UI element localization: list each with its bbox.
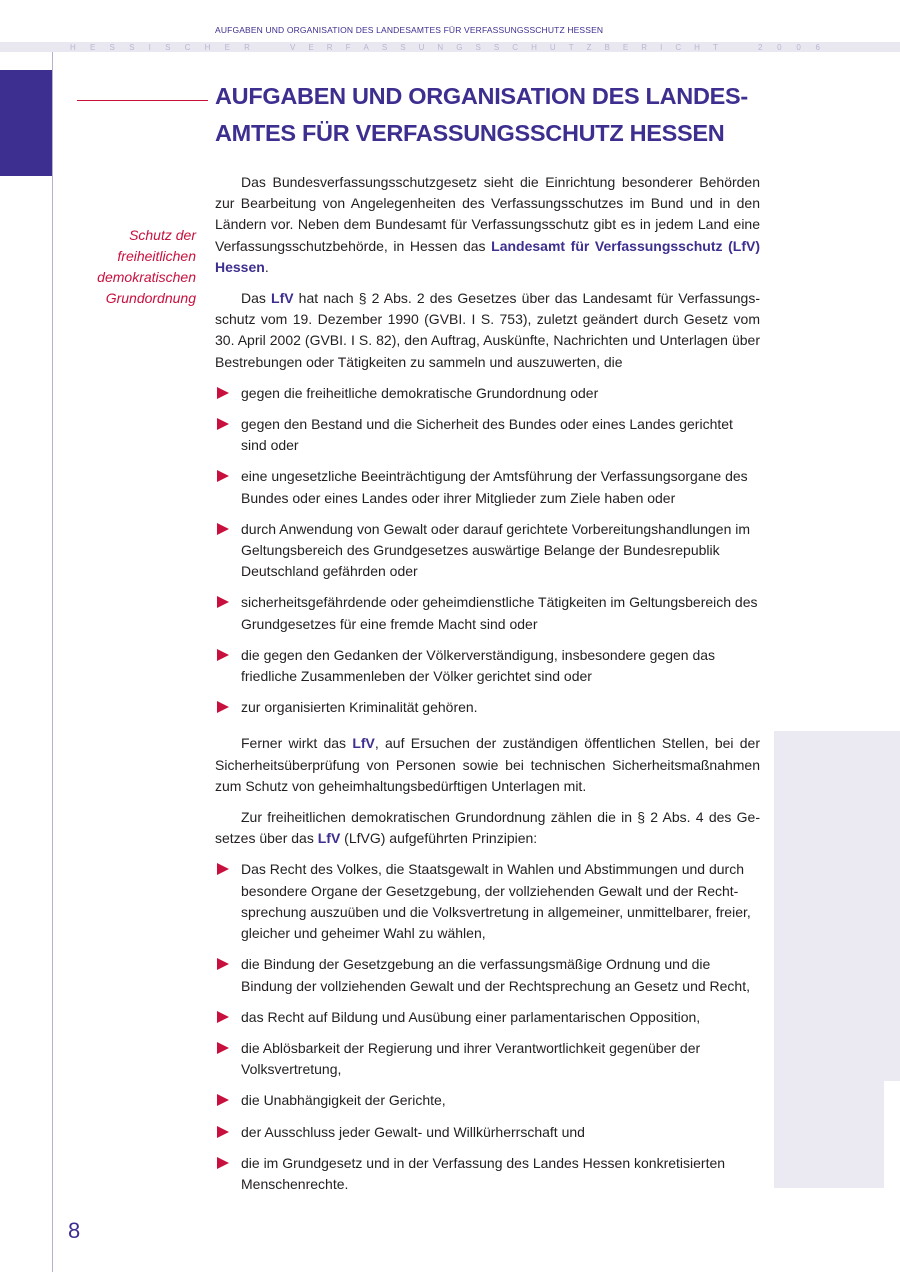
list-item-text: durch Anwendung von Gewalt oder darauf gerichtete Vorbereitungshandlungen im Geltungsbereich des Grundgesetzes auswärtige Belange der Bundesrepublik Deutschland gefährden oder (241, 520, 751, 580)
band-word-state: H E S S I S C H E R (70, 42, 250, 52)
list-item (215, 519, 760, 583)
triangle-bullet-icon (217, 387, 229, 399)
list-item-text: eine ungesetzliche Beeinträchtigung der Amtsführung der Verfassungsorgane des Bundes oder eines Landes oder ihrer Mitglieder zum Ziele haben oder (241, 468, 748, 506)
triangle-bullet-icon (217, 649, 229, 661)
list-item (215, 1153, 760, 1195)
list-item (215, 466, 760, 508)
mandate-list (215, 383, 760, 719)
list-item-text: die Bindung der Gesetzgebung an die verfassungsmäßige Ordnung und die Bindung der vollziehenden Gewalt und der Rechtsprechung an Gesetz und Recht, (241, 956, 750, 994)
lfv-abbrev: LfV (271, 290, 294, 307)
margin-note-line: Grundordnung (105, 290, 196, 306)
list-item-text: zur organisierten Kriminalität gehören. (241, 699, 478, 716)
triangle-bullet-icon (217, 701, 229, 713)
body-text (215, 172, 760, 1210)
page-title (215, 78, 775, 152)
margin-note-line: Schutz der (129, 227, 196, 243)
list-item (215, 1122, 760, 1143)
triangle-bullet-icon (217, 1011, 229, 1023)
band-word-year: 2 0 0 6 (758, 42, 820, 52)
list-item-text: die im Grundgesetz und in der Verfassung des Landes Hessen konkretisierten Menschenrechte. (241, 1154, 726, 1192)
list-item-text: das Recht auf Bildung und Ausübung einer parlamentarischen Opposition, (241, 1008, 701, 1025)
list-item-text: der Ausschluss jeder Gewalt- und Willkürherrschaft und (241, 1123, 585, 1140)
list-item (215, 954, 760, 996)
triangle-bullet-icon (217, 863, 229, 875)
paragraph-intro: Das Bundesverfassungsschutzgesetz sieht die Einrichtung besonderer Behörden zur Bearbeitung von Angelegenheiten des Verfassungsschutzes im Bund und in den Ländern vor. Neben dem Bundesamt für Verfassungsschutz gibt es in jedem Land eine Verfassungsschutzbehörde, in Hessen das Landesamt für Verfassungsschutz (LfV) Hessen. (215, 174, 761, 275)
title-rule (77, 100, 208, 101)
list-item (215, 859, 760, 944)
margin-note-line: demokratischen (97, 269, 196, 285)
paragraph-principles: Zur freiheitlichen demokratischen Grundordnung zählen die in § 2 Abs. 4 des Ge-setzes über das LfV (LfVG) aufgeführten Prinzipien: (215, 809, 760, 847)
triangle-bullet-icon (217, 523, 229, 535)
list-item-text: die Ablösbarkeit der Regierung und ihrer Verantwortlichkeit gegenüber der Volksvertretung, (241, 1039, 701, 1078)
chapter-marker (0, 70, 52, 176)
list-item (215, 414, 760, 456)
side-panel (774, 731, 884, 1188)
principles-list (215, 859, 760, 1195)
list-item-text: die gegen den Gedanken der Völkerverständigung, insbesondere gegen das friedliche Zusammenleben der Völker gerichtet sind oder (241, 646, 716, 685)
triangle-bullet-icon (217, 958, 229, 970)
margin-note-line: freiheitlichen (117, 248, 196, 264)
running-header: AUFGABEN UND ORGANISATION DES LANDESAMTES FÜR VERFASSUNGSSCHUTZ HESSEN (215, 25, 604, 35)
margin-note (56, 225, 196, 309)
margin-line (52, 52, 53, 1272)
side-strip (884, 731, 900, 1081)
page-title-line-2: AMTES FÜR VERFASSUNGSSCHUTZ HESSEN (215, 120, 725, 146)
list-item (215, 1038, 760, 1080)
band-word-report: V E R F A S S U N G S S C H U T Z B E R I C H T (290, 42, 718, 52)
list-item-text: die Unabhängigkeit der Gerichte, (241, 1092, 446, 1109)
list-item-text: gegen den Bestand und die Sicherheit des Bundes oder eines Landes gerichtet sind oder (241, 416, 733, 454)
triangle-bullet-icon (217, 470, 229, 482)
report-band (0, 42, 900, 52)
paragraph-mandate: Das LfV hat nach § 2 Abs. 2 des Gesetzes über das Landesamt für Verfassungs-schutz vom 19. Dezember 1990 (GVBI. I S. 753), zuletzt geändert durch Gesetz vom 30. April 2002 (GVBI. I S. 82), den Auftrag, Auskünfte, Nachrichten und Unterlagen über Bestrebungen oder Tätigkeiten zu sammeln und auszuwerten, die (215, 290, 760, 370)
page-number: 8 (68, 1218, 81, 1243)
list-item-text: sicherheitsgefährdende oder geheimdienstliche Tätigkeiten im Geltungsbereich des Grundgesetzes für eine fremde Macht sind oder (241, 594, 758, 632)
triangle-bullet-icon (217, 596, 229, 608)
list-item (215, 697, 760, 718)
triangle-bullet-icon (217, 1042, 229, 1054)
list-item (215, 383, 760, 404)
lfv-abbrev: LfV (317, 830, 341, 847)
triangle-bullet-icon (217, 418, 229, 430)
list-item (215, 645, 760, 687)
paragraph-security-check: Ferner wirkt das LfV, auf Ersuchen der zuständigen öffentlichen Stellen, bei der Sicherheitsüberprüfung von Personen sowie bei technischen Sicherheitsmaßnahmen zum Schutz von geheimhaltungsbedürftigen Unterlagen mit. (215, 735, 760, 794)
list-item (215, 1090, 760, 1111)
page-title-line-1: AUFGABEN UND ORGANISATION DES LANDES- (215, 83, 748, 109)
triangle-bullet-icon (217, 1157, 229, 1169)
list-item (215, 592, 760, 634)
list-item (215, 1007, 760, 1028)
triangle-bullet-icon (217, 1094, 229, 1106)
list-item-text: Das Recht des Volkes, die Staatsgewalt in Wahlen und Abstimmungen und durch besondere Organe der Gesetzgebung, der vollziehenden Gewalt und der Recht-sprechung auszuüben und die Volksvertretung in allgemeiner, unmittelbarer, freier, gleicher und geheimer Wahl zu wählen, (241, 861, 751, 942)
list-item-text: gegen die freiheitliche demokratische Grundordnung oder (241, 384, 599, 401)
triangle-bullet-icon (217, 1126, 229, 1138)
lfv-abbrev: LfV (352, 735, 375, 752)
lfv-name: Landesamt für Verfassungsschutz (LfV) Hessen (215, 237, 761, 275)
